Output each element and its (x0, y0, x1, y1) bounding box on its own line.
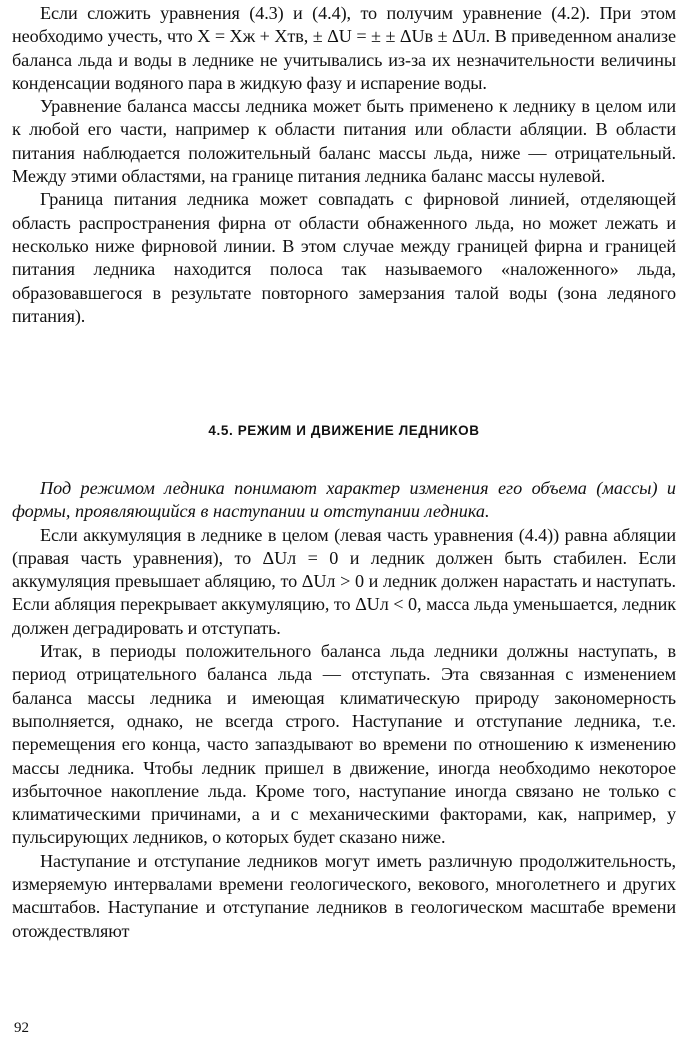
paragraph-feeding-boundary: Граница питания ледника может совпадать с фирновой линией, отделяющей область распространения фирна от области обнаженного льда, но может лежать и несколько ниже фирновой линии. В этом случае между границей фирна и границей питания ледника находится полоса так называемого «наложенного» льда, образовавшегося в результате повторного замерзания талой воды (зона ледяного питания). (12, 189, 676, 326)
paragraph-equation-sum: Если сложить уравнения (4.3) и (4.4), то получим уравнение (4.2). При этом необходимо учесть, что X = Xж + Xтв, ± ΔU = ± ± ΔUв ± ΔUл. В приведенном анализе баланса льда и воды в леднике не учитывались из-за их незначительности величины конденсации водяного пара в жидкую фазу и испарение воды. (12, 3, 676, 93)
section-title: 4.5. РЕЖИМ И ДВИЖЕНИЕ ЛЕДНИКОВ (208, 423, 480, 438)
paragraph-accumulation: Если аккумуляция в леднике в целом (левая часть уравнения (4.4)) равна абляции (правая часть уравнения), то ΔUл = 0 и ледник должен быть стабилен. Если аккумуляция превышает абляцию, то ΔUл > 0 и ледник должен нарастать и наступать. Если абляция перекрывает аккумуляцию, то ΔUл < 0, масса льда уменьшается, ледник должен деградировать и отступать. (12, 524, 676, 638)
definition-paragraph: Под режимом ледника понимают характер изменения его объема (массы) и формы, проявляющийся в наступании и отступании ледника. (12, 478, 676, 522)
paragraph-duration: Наступание и отступание ледников могут иметь различную продолжительность, измеряемую интервалами времени геологического, векового, многолетнего и других масштабов. Наступание и отступание ледников в геологическом масштабе времени отождествляют (12, 850, 676, 941)
page-number: 92 (14, 1020, 29, 1036)
paragraph-mass-balance: Уравнение баланса массы ледника может быть применено к леднику в целом или к любой его части, например к области питания или области абляции. В области питания наблюдается положительный баланс массы льда, ниже — отрицательный. Между этими областями, на границе питания ледника баланс массы нулевой. (12, 96, 676, 187)
text-block-top (12, 2, 676, 328)
paragraph-balance-periods: Итак, в периоды положительного баланса льда ледники должны наступать, в период отрицательного баланса льда — отступать. Эта связанная с изменением баланса массы ледника и имеющая климатическую природу закономерность выполняется, однако, не всегда строго. Наступание и отступание ледника, т.е. перемещения его конца, часто запаздывают во времени по отношению к изменению массы ледника. Чтобы ледник пришел в движение, иногда необходимо некоторое избыточное накопление льда. Кроме того, наступание иногда связано не только с климатическими причинами, а и с механическими факторами, как, например, у пульсирующих ледников, о которых будет сказано ниже. (12, 641, 676, 848)
text-block-bottom (12, 477, 676, 943)
